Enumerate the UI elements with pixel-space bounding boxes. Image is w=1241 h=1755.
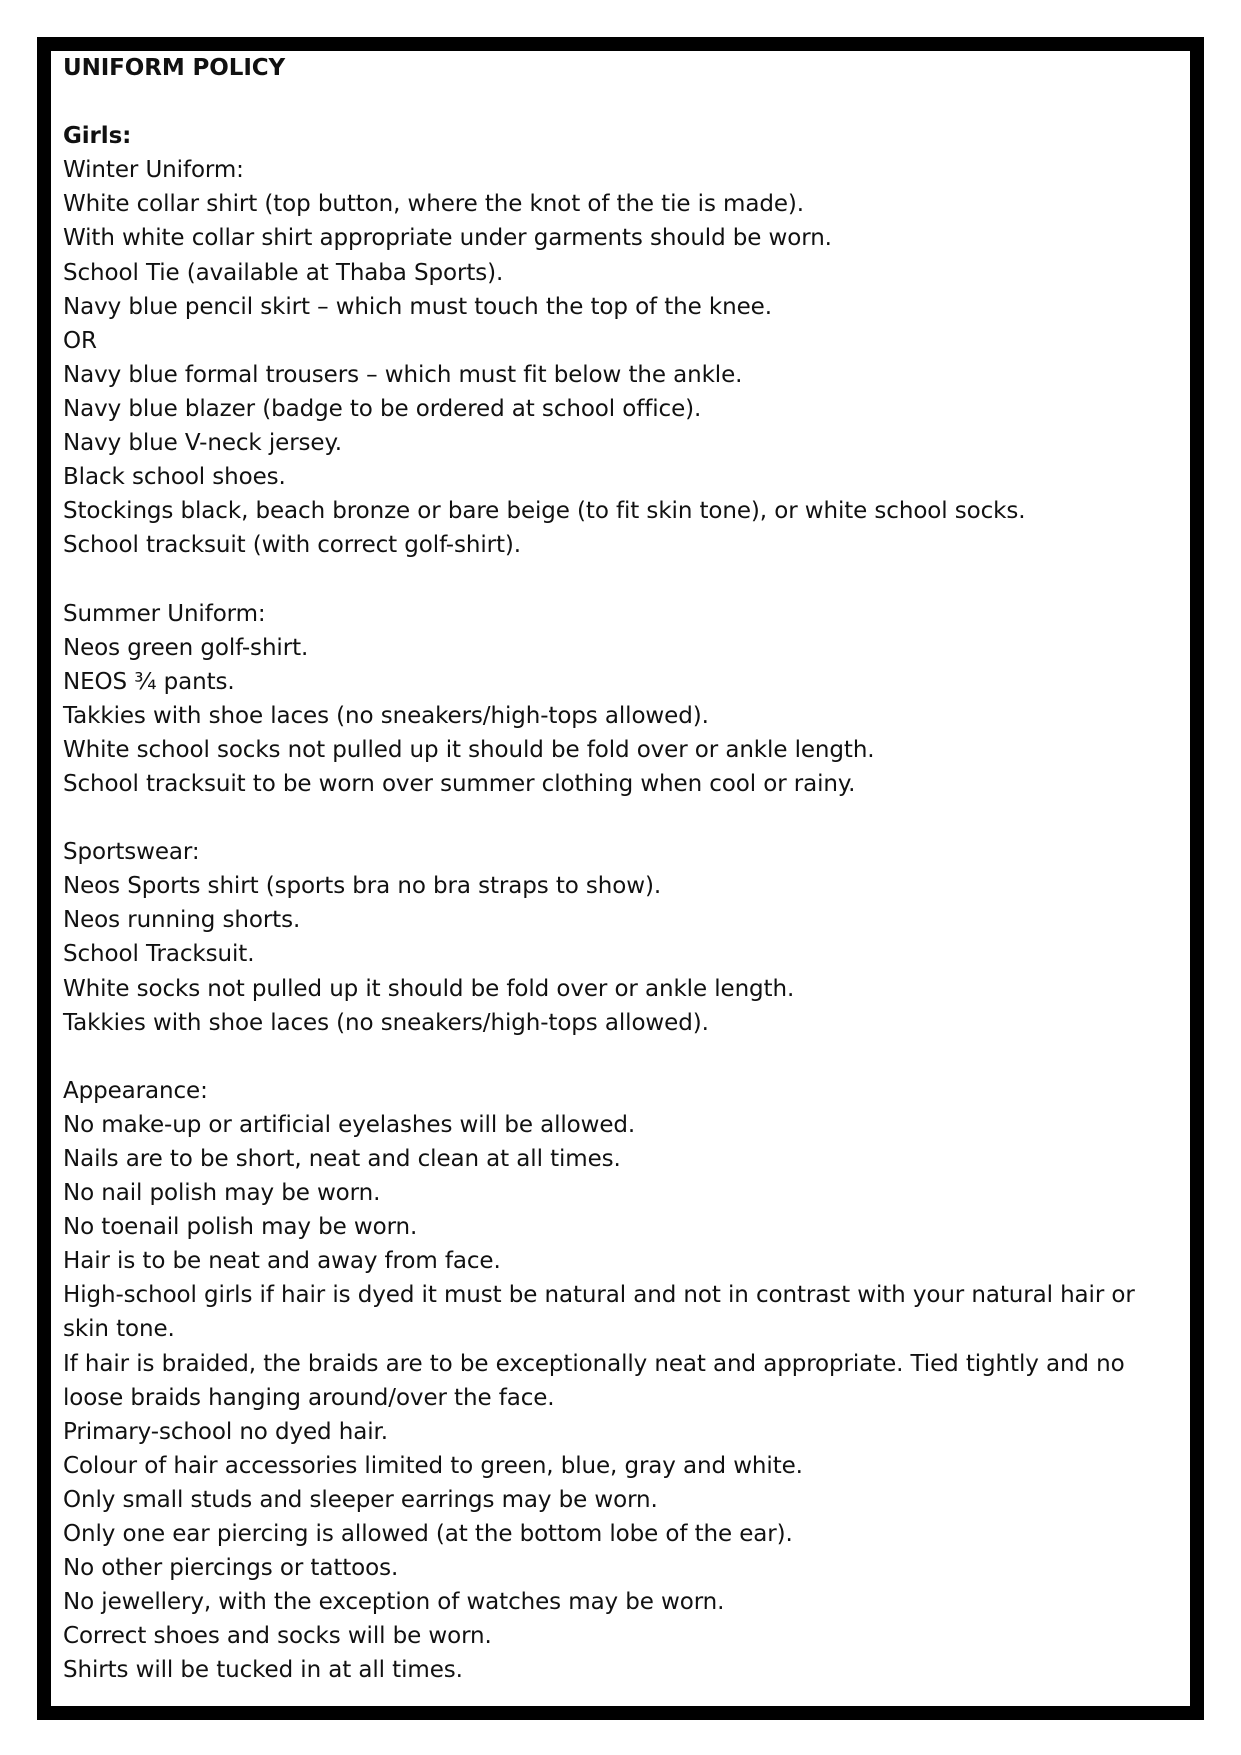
list-item: No other piercings or tattoos. bbox=[63, 1555, 399, 1582]
list-item: Stockings black, beach bronze or bare beige (to fit skin tone), or white school socks. bbox=[63, 498, 1026, 525]
list-item: Takkies with shoe laces (no sneakers/high-tops allowed). bbox=[63, 1009, 709, 1036]
section-heading-girls: Girls: bbox=[63, 123, 132, 150]
list-item: No nail polish may be worn. bbox=[63, 1180, 381, 1207]
list-item: School tracksuit (with correct golf-shirt). bbox=[63, 532, 522, 559]
sportswear-heading: Sportswear: bbox=[63, 839, 200, 866]
list-item: Primary-school no dyed hair. bbox=[63, 1418, 388, 1445]
spacer bbox=[63, 85, 1183, 119]
spacer bbox=[63, 562, 1183, 596]
document-body bbox=[63, 51, 1183, 1688]
winter-list bbox=[63, 187, 1183, 562]
list-item: Navy blue blazer (badge to be ordered at school office). bbox=[63, 395, 702, 422]
list-item: Takkies with shoe laces (no sneakers/high-tops allowed). bbox=[63, 702, 709, 729]
winter-heading: Winter Uniform: bbox=[63, 157, 244, 184]
list-item: If hair is braided, the braids are to be exceptionally neat and appropriate. Tied tightly and no loose braids hanging around/over the face. bbox=[63, 1350, 1125, 1411]
list-item: Only small studs and sleeper earrings may be worn. bbox=[63, 1486, 658, 1513]
summer-list bbox=[63, 631, 1183, 801]
list-item: Navy blue V-neck jersey. bbox=[63, 430, 342, 457]
list-item: Only one ear piercing is allowed (at the bottom lobe of the ear). bbox=[63, 1521, 793, 1548]
list-item: No make-up or artificial eyelashes will be allowed. bbox=[63, 1111, 636, 1138]
appearance-heading: Appearance: bbox=[63, 1077, 208, 1104]
list-item: School Tie (available at Thaba Sports). bbox=[63, 259, 504, 286]
list-item: High-school girls if hair is dyed it must be natural and not in contrast with your natural hair or skin tone. bbox=[63, 1282, 1135, 1343]
list-item: Hair is to be neat and away from face. bbox=[63, 1248, 501, 1275]
list-item: White socks not pulled up it should be fold over or ankle length. bbox=[63, 975, 795, 1002]
list-item: Nails are to be short, neat and clean at all times. bbox=[63, 1146, 621, 1172]
list-item: Colour of hair accessories limited to green, blue, gray and white. bbox=[63, 1452, 803, 1479]
list-item: Neos running shorts. bbox=[63, 907, 301, 934]
appearance-list bbox=[63, 1108, 1183, 1688]
list-item: Neos green golf-shirt. bbox=[63, 634, 309, 661]
list-item: Navy blue formal trousers – which must fit below the ankle. bbox=[63, 361, 743, 388]
summer-heading: Summer Uniform: bbox=[63, 600, 266, 627]
list-item: NEOS ¾ pants. bbox=[63, 668, 235, 695]
list-item: With white collar shirt appropriate under garments should be worn. bbox=[63, 225, 832, 252]
list-item: Neos Sports shirt (sports bra no bra straps to show). bbox=[63, 873, 662, 900]
list-item: Correct shoes and socks will be worn. bbox=[63, 1623, 492, 1650]
list-item: School tracksuit to be worn over summer clothing when cool or rainy. bbox=[63, 770, 856, 797]
list-item: White collar shirt (top button, where the knot of the tie is made). bbox=[63, 191, 804, 218]
spacer bbox=[63, 801, 1183, 835]
spacer bbox=[63, 1040, 1183, 1074]
document-title: UNIFORM POLICY bbox=[63, 55, 286, 81]
list-item: Shirts will be tucked in at all times. bbox=[63, 1657, 463, 1684]
list-item: School Tracksuit. bbox=[63, 941, 255, 968]
list-item: No toenail polish may be worn. bbox=[63, 1214, 418, 1241]
list-item: Navy blue pencil skirt – which must touch the top of the knee. bbox=[63, 293, 772, 320]
list-item: OR bbox=[63, 327, 97, 354]
list-item: No jewellery, with the exception of watches may be worn. bbox=[63, 1589, 725, 1616]
sportswear-list bbox=[63, 869, 1183, 1039]
list-item: Black school shoes. bbox=[63, 464, 286, 491]
list-item: White school socks not pulled up it should be fold over or ankle length. bbox=[63, 736, 875, 763]
